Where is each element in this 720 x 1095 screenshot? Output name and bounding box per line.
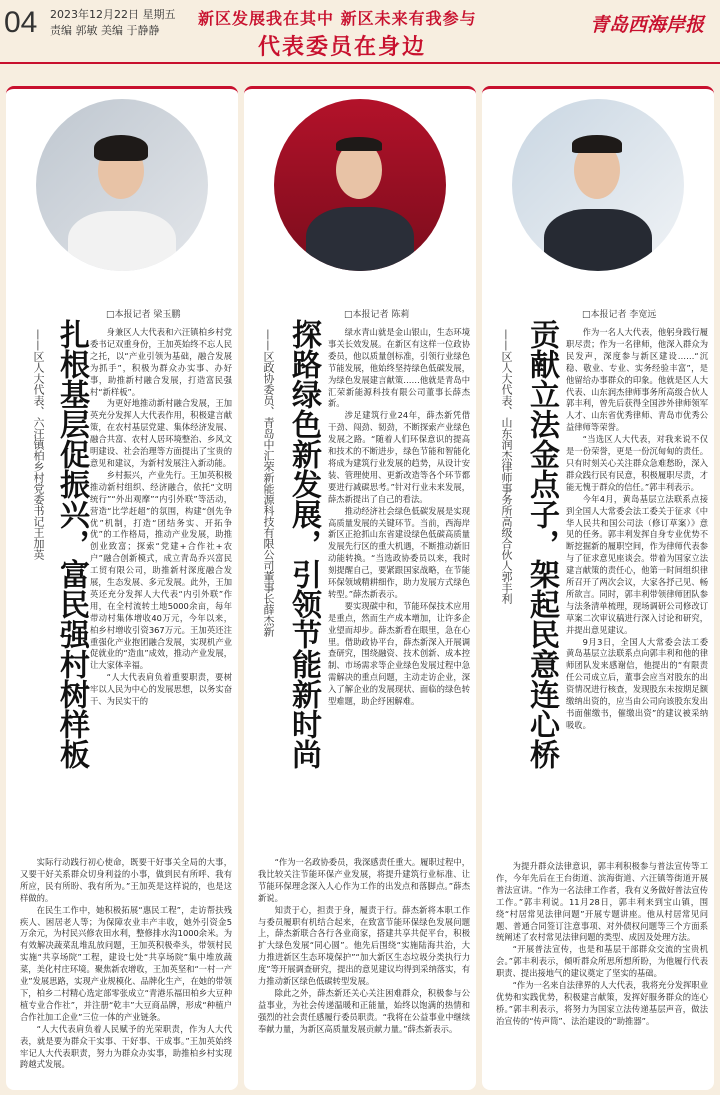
date-line: 2023年12月22日 星期五 xyxy=(50,8,176,21)
article-body-top: 绿水青山就是金山银山，生态环境事关长效发展。在新区有这样一位政协委员，他以质量创标准，引领行业绿色节能发展，他始终坚持绿色低碳发展，为绿色发展建言献策……他就是青岛中汇荣新能源科技有限公司董事长薛杰新。 涉足建筑行业24年，薛杰新凭借干劲、闯劲、韧劲，不断探索产业绿色发展之路。“随着人们环保意识的提高和技术的不断进步，绿色节能和智能化将成为建筑行业发展的趋势，从设计安装、管理使用、更新改造等各个环节都要进行减碳思考。”针对行业未来发展，薛杰新提出了自己的看法。 推动经济社会绿色低碳发展是实现高质量发展的关键环节。当前，西海岸新区正抢抓山东省建设绿色低碳高质量发展先行区的重大机遇，不断推动新旧动能转换。“当选政协委员以来，我时刻提醒自己，要紧跟国家战略，在节能环保领域精耕细作，助力发展方式绿色转型。”薛杰新表示。 要实现碳中和，节能环保技术应用是重点，然而生产成本增加，让许多企业望而却步。薛杰新看在眼里，急在心里。借助政协平台，薛杰新深入开展调查研究，围绕融资、技术创新、成本控制、市场需求等企业绿色发展过程中急需解决的重点问题，主动走访企业，深入了解企业的发展现状、面临的绿色转型难题，助企纾困解难。 xyxy=(328,327,470,707)
article-body-bottom: “作为一名政协委员，我深感责任重大。履职过程中，我比较关注节能环保产业发展，将提升建筑行业标准、让节能环保理念深入人心作为工作的出发点和落脚点。”薛杰新说。 知责于心，担责于身，履责于行。薛杰新将本职工作与委员履职有机结合起来，在致富节能环保绿色发展问题上，薛杰新联合各行各业商家，搭建共享共促平台，积极扩大绿色发展“同心圆”。他先后围绕“实施陆海共治，大力推进新区生态环境保护”“加大新区生态垃圾分类执行力度”等开展调查研究，提出的意见建议均得到采纳落实，有力推动新区绿色低碳转型发展。 除此之外，薛杰新还关心关注困难群众，积极参与公益事业，为社会传递温暖和正能量，始终以饱满的热情和强烈的社会责任感履行委员职责。“我将在公益事业中继续奉献力量，为新区高质量发展贡献力量。”薛杰新表示。 xyxy=(258,857,470,1034)
article-card-3 xyxy=(482,86,714,1090)
article-subtitle: ——区人大代表、六汪镇柏乡村党委书记王加英 xyxy=(32,329,45,560)
article-body-bottom: 实际行动践行初心使命，既要干好事关全局的大事，又要干好关系群众切身利益的小事，做到民有所呼、我有所应，民有所盼、我有所为。”王加英是这样说的，也是这样做的。 在民生工作中，她积极拓展“惠民工程”，走访帮扶残疾人、困居老人等；为保障农业丰产丰收，她外引资金5万余元，为村民兴修农田水利，整修排水沟1000余米。为有效解决蔬菜乱堆乱放问题，王加英积极牵头，带领村民实施“共享场院”工程，建设七处“共享场院”集中堆放蔬菜，美化村庄环境。聚焦新农增收，王加英坚和“一村一产业”发展思路，实现产业规模化、品牌化生产，在她的带领下，柏乡二村精心选定部零张成立“青港乐福田柏乡大豆种植专业合作社”，并注册“乾丰”大豆商品牌，形成“种植户合作社加工企业”三位一体的产业链条。 “人大代表肩负着人民赋予的光荣职责，作为人大代表，就是要为群众干实事、干好事、干成事。”王加英始终牢记人大代表职责，努力为群众办实事，助推柏乡村实现跨越式发展。 xyxy=(20,857,232,1070)
page-header xyxy=(0,0,720,64)
article-body-top: 身兼区人大代表和六汪镇柏乡村党委书记双重身份，王加英始终不忘人民之托，以“产业引领为基础，融合发展为抓手”，积极为群众办实事、办好事，助推新村融合发展，打造富民强村“新样板”。 为更好地推动新村融合发展，王加英充分发挥人大代表作用，积极建言献策，在农村基层党建、集体经济发展、融合共富、农村人居环境整治、乡风文明建设、社会治理等方面提出了宝贵的意见和建议，为新村发展注入新动能。 乡村振兴，产业先行。王加英积极推动新村组织、经济融合，依托“文明统行”“外出观摩”“内引外联”等活动，营造“比学赶超”的氛围，构建“创先争优”机制，打造“团结务实、开拓争优”的工作格局，推动产业发展，助推创业致富；探索“党建+合作社+农户”融合创新模式，成立青岛乔兴富民工贸有限公司，助推新村深度融合发展，生态发展、多元发展。此外，王加英还充分发挥人大代表“内引外联”作用，在全村流转土地5000余亩，每年带动村集体增收40万元，今年以来，柏乡村增收引资367万元。王加英还注重强化产业抱团融合发展，实现机产业促就业的“造血”成效，推动产业发展，让大家体幸福。 “人大代表肩负着重要职责，要树牢以人民为中心的发展思想，以务实奋干、为民实干的 xyxy=(90,327,232,707)
reporter-byline: □本报记者 梁玉鹏 xyxy=(106,310,181,320)
page-number: 04 xyxy=(4,6,38,39)
article-card-1 xyxy=(6,86,238,1090)
portrait-photo-1 xyxy=(36,99,208,271)
article-title: 扎根基层促振兴，富民强村树样板 xyxy=(54,319,89,769)
reporter-byline: □本报记者 李宽远 xyxy=(582,310,657,320)
editor-line: 责编 郭敏 美编 于静静 xyxy=(50,24,160,37)
article-title: 探路绿色新发展，引领节能新时尚 xyxy=(286,319,321,769)
article-card-2 xyxy=(244,86,476,1090)
header-slogan: 新区发展我在其中 新区未来有我参与 xyxy=(198,9,477,28)
article-body-bottom: 为提升群众法律意识，郭丰利积极参与普法宣传等工作，今年先后在王台街道、滨海街道、六汪镇等街道开展普法宣讲。“作为一名法律工作者，我有义务做好普法宣传工作。”郭丰利说。11月28日，郭丰利来到宝山镇，围绕“村居常见法律问题”开展专题讲座。他从村居常见问题、普通合同签订注意事项、对外债权问题等三个方面系统阐述了农村常见法律问题的类型、成因及处理方法。 “开展普法宣传，也是和基层干部群众交流的宝贵机会。”郭丰利表示，倾听群众所思所想所盼，为他履行代表职责、提出接地气的建议奠定了坚实的基础。 “作为一名来自法律界的人大代表，我将充分发挥职业优势和实践优势，积极建言献策，发挥好服务群众的连心桥。”郭丰利表示，将努力为国家立法传递基层声音，做法治宣传的“传声筒”、法治建设的“助推器”。 xyxy=(496,861,708,1026)
portrait-photo-2 xyxy=(274,99,446,271)
newspaper-logo: 青岛西海岸报 xyxy=(590,14,705,36)
header-title: 代表委员在身边 xyxy=(258,35,427,60)
article-subtitle: ——区人大代表、山东润杰律师事务所高级合伙人郭丰利 xyxy=(500,329,513,604)
article-body-top: 作为一名人大代表，他躬身践行履职尽责；作为一名律师，他深入群众为民发声，深度参与新区建设……“沉稳、敬业、专业、实务经验丰富”，是他留给办事群众的印象。他就是区人大代表、山东润杰律师事务所高级合伙人郭丰利，曾先后获得全国涉外律师领军人才、山东省优秀律师、青岛市优秀公益律师等荣誉。 “当选区人大代表，对我来说不仅是一份荣誉，更是一份沉甸甸的责任。只有时刻关心关注群众急难愁盼，深入群众践行民有民意，积极履职尽责，才能无愧于群众的信任。”郭丰利表示。 今年4月，黄岛基层立法联系点接到全国人大常委会法工委关于征求《中华人民共和国公司法（修订草案）》意见的任务。郭丰利发挥自身专业优势不断挖掘新的履职空间，作为律师代表参与了征求意见座谈会。带着为国家立法建言献策的责任心，他第一时间组织律所召开了两次会议，大家各抒己见、畅所欲言。同时，郭丰利带领律师团队参与法条清单梳理，现场调研公司修改订草案二次审议稿进行深入讨论和研究，并提出意见建议。 9月3日，全国人大常委会法工委黄岛基层立法联系点向郭丰利和他的律师团队发来感谢信，他提出的“有限责任公司成立后，董事会应当对股东的出资情况进行核查，发现股东未按期足额缴纳出资的，应当由公司向该股东发出书面催缴书，催缴出资”的建议被采纳吸收。 xyxy=(566,327,708,730)
portrait-photo-3 xyxy=(512,99,684,271)
reporter-byline: □本报记者 陈莉 xyxy=(344,310,410,320)
article-subtitle: ——区政协委员、青岛中汇荣新能源科技有限公司董事长薛杰新 xyxy=(262,329,275,637)
article-title: 贡献立法金点子，架起民意连心桥 xyxy=(524,319,559,769)
